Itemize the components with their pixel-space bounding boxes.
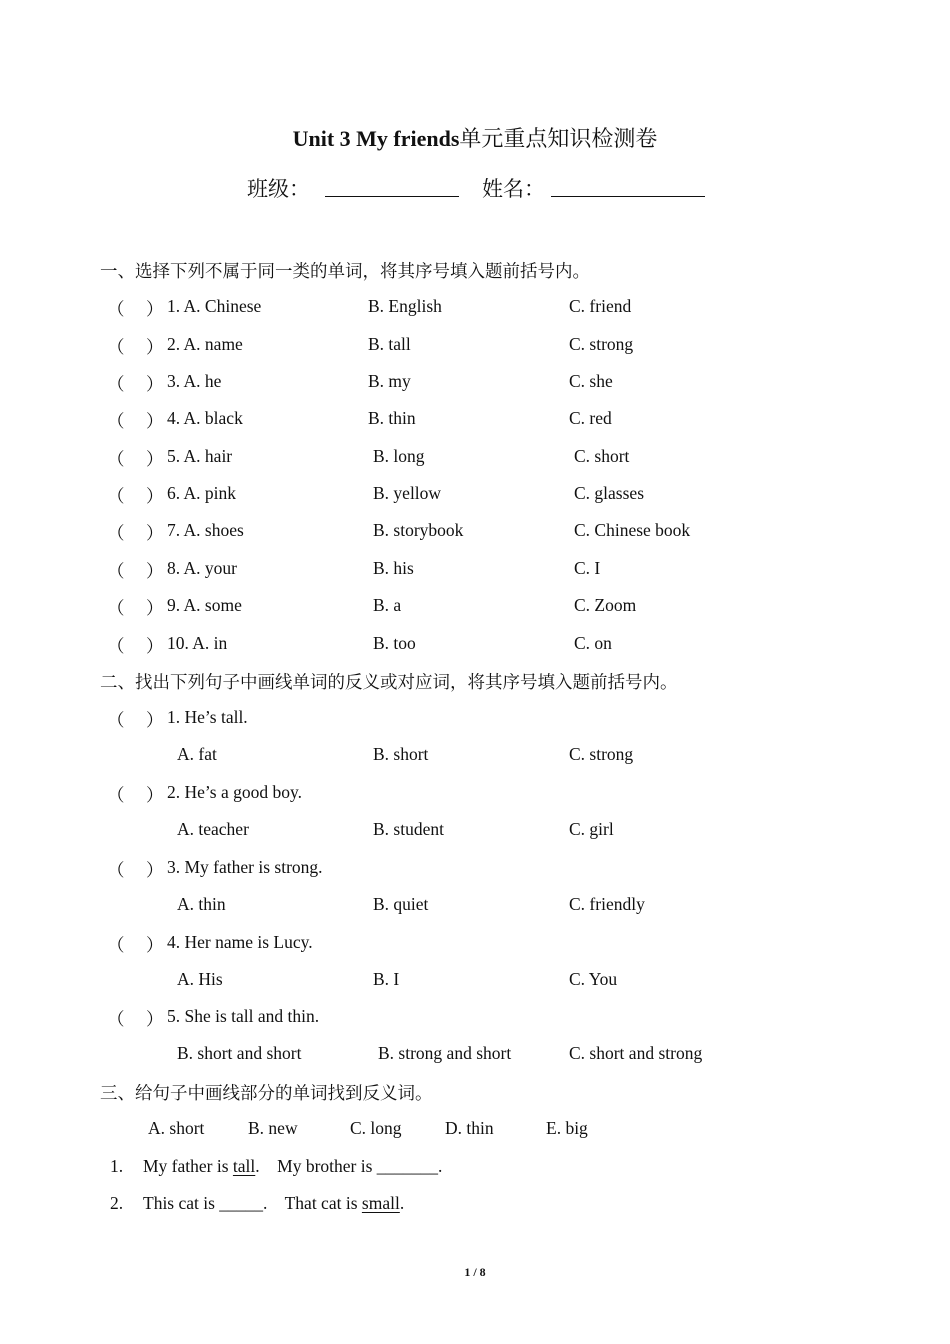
option-b: B. my	[368, 371, 411, 391]
answer-paren-close: ）	[146, 598, 164, 618]
answer-paren-close: ）	[146, 486, 164, 506]
option-item: C. long	[350, 1118, 402, 1138]
sentence-text: This cat is _____. That cat is	[143, 1193, 362, 1213]
option-b: B. tall	[368, 334, 411, 354]
option-b: B. long	[373, 446, 425, 466]
option-b: B. storybook	[373, 520, 464, 540]
title-rest: 单元重点知识检测卷	[459, 126, 658, 151]
section3-heading: 三、给句子中画线部分的单词找到反义词。	[100, 1083, 433, 1103]
option-a: 10. A. in	[167, 633, 228, 653]
answer-paren-open[interactable]: （	[107, 561, 125, 581]
sentence-2	[143, 1193, 404, 1214]
answer-paren-open[interactable]: （	[107, 411, 125, 431]
answer-paren-close: ）	[146, 411, 164, 431]
option-c: C. You	[569, 969, 618, 989]
option-c: C. friend	[569, 296, 632, 316]
option-a: A. fat	[177, 744, 217, 764]
answer-paren-close: ）	[146, 449, 164, 469]
answer-paren-close: ）	[146, 636, 164, 656]
question-text: 5. She is tall and thin.	[167, 1006, 320, 1026]
sentence-text: . My brother is _______.	[255, 1156, 443, 1176]
sentence-text: .	[399, 1193, 405, 1213]
option-a: A. teacher	[177, 819, 249, 839]
option-c: C. friendly	[569, 894, 645, 914]
option-b: B. English	[368, 296, 442, 316]
section2-heading: 二、找出下列句子中画线单词的反义或对应词，将其序号填入题前括号内。	[100, 672, 678, 692]
option-c: C. she	[569, 371, 613, 391]
name-blank-field[interactable]	[551, 176, 705, 202]
answer-paren-open[interactable]: （	[107, 1009, 125, 1029]
option-item: E. big	[546, 1118, 588, 1138]
page-number: 1 / 8	[464, 1265, 486, 1279]
option-a: 8. A. your	[167, 558, 237, 578]
sentence-1	[143, 1156, 442, 1177]
option-b: B. thin	[368, 408, 416, 428]
answer-paren-open[interactable]: （	[107, 935, 125, 955]
title-bold: Unit 3 My friends	[292, 126, 460, 151]
answer-paren-open[interactable]: （	[107, 860, 125, 880]
option-b: B. too	[373, 633, 416, 653]
class-blank-field[interactable]	[325, 176, 459, 202]
answer-paren-close: ）	[146, 374, 164, 394]
option-a: B. short and short	[177, 1043, 302, 1063]
option-a: 4. A. black	[167, 408, 243, 428]
underlined-word: tall	[232, 1156, 256, 1176]
answer-paren-open[interactable]: （	[107, 486, 125, 506]
option-b: B. short	[373, 744, 429, 764]
option-a: 2. A. name	[167, 334, 243, 354]
answer-paren-open[interactable]: （	[107, 598, 125, 618]
answer-paren-close: ）	[146, 935, 164, 955]
option-c: C. red	[569, 408, 612, 428]
option-b: B. his	[373, 558, 414, 578]
answer-paren-close: ）	[146, 523, 164, 543]
option-c: C. glasses	[574, 483, 644, 503]
option-c: C. strong	[569, 334, 634, 354]
section1-heading: 一、选择下列不属于同一类的单词，将其序号填入题前括号内。	[100, 261, 590, 281]
option-b: B. quiet	[373, 894, 429, 914]
question-text: 4. Her name is Lucy.	[167, 932, 313, 952]
class-label: 班级：	[247, 177, 310, 201]
option-c: C. on	[574, 633, 612, 653]
option-a: 9. A. some	[167, 595, 242, 615]
question-text: 3. My father is strong.	[167, 857, 323, 877]
underlined-word: small	[361, 1193, 400, 1213]
option-item: B. new	[248, 1118, 298, 1138]
option-b: B. I	[373, 969, 400, 989]
option-c: C. short and strong	[569, 1043, 703, 1063]
option-c: C. Zoom	[574, 595, 637, 615]
option-b: B. strong and short	[378, 1043, 512, 1063]
answer-paren-open[interactable]: （	[107, 449, 125, 469]
answer-paren-close: ）	[146, 337, 164, 357]
answer-paren-close: ）	[146, 710, 164, 730]
option-b: B. a	[373, 595, 402, 615]
sentence-number: 1.	[110, 1156, 124, 1176]
question-text: 1. He’s tall.	[167, 707, 248, 727]
option-c: C. short	[574, 446, 630, 466]
option-b: B. yellow	[373, 483, 442, 503]
option-c: C. strong	[569, 744, 634, 764]
sentence-number: 2.	[110, 1193, 124, 1213]
question-text: 2. He’s a good boy.	[167, 782, 302, 802]
option-c: C. Chinese book	[574, 520, 691, 540]
option-item: D. thin	[445, 1118, 494, 1138]
option-a: 1. A. Chinese	[167, 296, 262, 316]
answer-paren-open[interactable]: （	[107, 374, 125, 394]
answer-paren-close: ）	[146, 860, 164, 880]
option-a: 3. A. he	[167, 371, 222, 391]
option-a: 7. A. shoes	[167, 520, 244, 540]
answer-paren-close: ）	[146, 785, 164, 805]
sentence-text: My father is	[143, 1156, 233, 1176]
answer-paren-open[interactable]: （	[107, 636, 125, 656]
option-item: A. short	[148, 1118, 205, 1138]
answer-paren-open[interactable]: （	[107, 337, 125, 357]
answer-paren-close: ）	[146, 299, 164, 319]
option-a: 5. A. hair	[167, 446, 233, 466]
option-a: A. His	[177, 969, 223, 989]
answer-paren-open[interactable]: （	[107, 299, 125, 319]
answer-paren-close: ）	[146, 561, 164, 581]
name-label: 姓名：	[482, 177, 545, 201]
option-a: 6. A. pink	[167, 483, 237, 503]
option-c: C. I	[574, 558, 601, 578]
option-a: A. thin	[177, 894, 226, 914]
answer-paren-open[interactable]: （	[107, 785, 125, 805]
page-title	[0, 122, 950, 153]
answer-paren-open[interactable]: （	[107, 710, 125, 730]
option-c: C. girl	[569, 819, 614, 839]
answer-paren-close: ）	[146, 1009, 164, 1029]
option-b: B. student	[373, 819, 444, 839]
answer-paren-open[interactable]: （	[107, 523, 125, 543]
